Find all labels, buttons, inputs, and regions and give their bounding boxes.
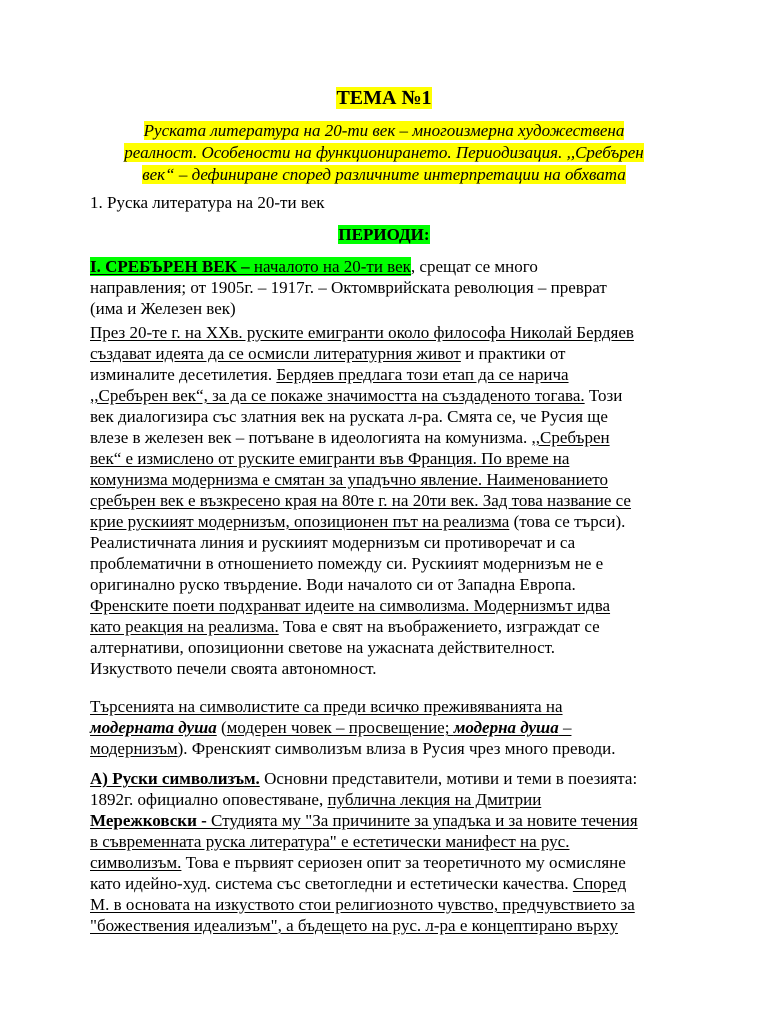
subtitle-line-3: век“ – дефиниране според различните интерпретации на обхвата <box>142 165 626 184</box>
paragraph-berdyaev: През 20-те г. на XXв. руските емигранти около философа Николай Бердяев създават идеята да се осмисли литературния живот и практики от изминалите десетилетия. Бердяев предлага този етап да се нарича ,,Сребърен век“, за да се покаже значимостта на създаденото тогава. Този век диалогизира със златния век на руската л-ра. Смята се, че Русия ще влезе в железен век – потъване в идеологията на комунизма. ,,Сребърен век“ е измислено от руските емигранти във Франция. По време на комунизма модернизма е смятан за упадъчно явление. Наименованието сребърен век е възкресено края на 80те г. на 20ти век. Зад това название се крие рускиият модернизъм, опозиционен път на реализма (това се търси). Реалистичната линия и рускиият модернизъм си противоречат и са проблематични в отношението помежду си. Рускиият модернизъм не е оригинално руско твърдение. Води началото си от Западна Европа. Френските поети подхранват идеите на символизма. Модернизмът идва като реакция на реализма. Това е свят на въображението, изграждат се алтернативи, опозиционни светове на ужасната действителност. Изкуството печели своята автономност. <box>90 323 634 678</box>
subtitle-line-1: Руската литература на 20-ти век – многоизмерна художествена <box>143 121 625 140</box>
symbolism-heading: А) Руски символизъм. <box>90 769 260 788</box>
paragraph-russian-symbolism: А) Руски символизъм. Основни представители, мотиви и теми в поезията: 1892г. официално оповестяване, публична лекция на Дмитрии Мережковски - Студията му "За причините за упадъка и за новите течения в съвременната руска литература" е естетически манифест на рус. символизъм. Това е първият сериозен опит за теоретичното му осмисляне като идейно-худ. система със светогледни и естетически качества. Според М. в основата на изкуството стои религиозното чувство, предчувствието за "божествения идеализъм", а бъдещето на рус. л-ра е концептирано върху <box>90 769 638 935</box>
title-text: ТЕМА №1 <box>336 87 432 109</box>
paragraph-symbolists: Търсенията на символистите са преди всичко преживяванията на модерната душа (модерен човек – просвещение; модерна душа – модернизъм). Френският символизъм влиза в Русия чрез много преводи. <box>90 697 616 758</box>
document-title <box>90 86 678 110</box>
periods-heading <box>90 224 678 246</box>
silver-age-lead-rest: началото на 20-ти век <box>253 257 411 276</box>
periods-heading-text: ПЕРИОДИ: <box>338 225 430 244</box>
subtitle-line-2: реалност. Особености на функционирането. Периодизация. ,,Сребърен <box>124 143 644 162</box>
silver-age-lead: I. СРЕБЪРЕН ВЕК – <box>90 257 254 276</box>
document-subtitle <box>90 120 678 186</box>
section-heading: 1. Руска литература на 20-ти век <box>90 193 325 212</box>
paragraph-silver-age: I. СРЕБЪРЕН ВЕК – началото на 20-ти век, срещат се много направления; от 1905г. – 1917г. – Октомврийската революция – преврат (има и Железен век) <box>90 257 607 318</box>
